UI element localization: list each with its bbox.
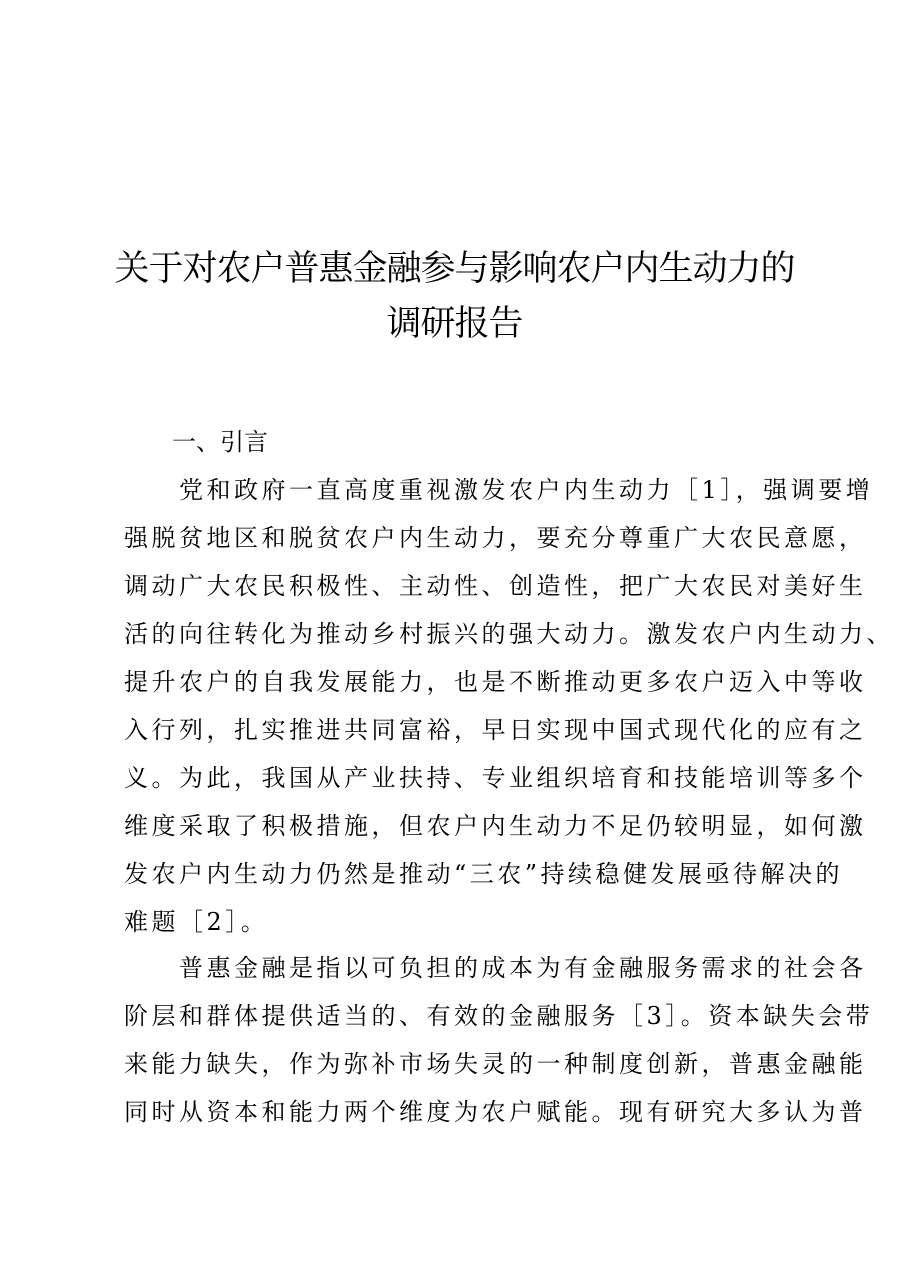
paragraph-line: 强脱贫地区和脱贫农户内生动力，要充分尊重广大农民意愿，	[124, 524, 867, 552]
document-title	[0, 242, 909, 352]
paragraph-line: 来能力缺失，作为弥补市场失灵的一种制度创新，普惠金融能	[124, 1050, 867, 1078]
paragraph-line: 阶层和群体提供适当的、有效的金融服务［3］。资本缺失会带	[124, 1002, 874, 1030]
section-heading: 一、引言	[172, 428, 268, 456]
paragraph-line: 普惠金融是指以可负担的成本为有金融服务需求的社会各	[124, 954, 867, 982]
paragraph-line: 党和政府一直高度重视激发农户内生动力［1］，强调要增	[124, 476, 874, 504]
paragraph-line: 难题［2］。	[124, 908, 269, 936]
paragraph-line: 活的向往转化为推动乡村振兴的强大动力。激发农户内生动力、	[124, 620, 894, 648]
paragraph-line: 提升农户的自我发展能力，也是不断推动更多农户迈入中等收	[124, 668, 867, 696]
paragraph-line: 义。为此，我国从产业扶持、专业组织培育和技能培训等多个	[124, 764, 867, 792]
paragraph-introduction-2	[124, 944, 874, 1136]
paragraph-line: 维度采取了积极措施，但农户内生动力不足仍较明显，如何激	[124, 812, 867, 840]
paragraph-line: 入行列，扎实推进共同富裕，早日实现中国式现代化的应有之	[124, 716, 867, 744]
paragraph-line: 调动广大农民积极性、主动性、创造性，把广大农民对美好生	[124, 572, 867, 600]
paragraph-line: 同时从资本和能力两个维度为农户赋能。现有研究大多认为普	[124, 1098, 867, 1126]
title-line: 调研报告	[386, 304, 523, 344]
paragraph-introduction-1	[124, 466, 894, 946]
title-line: 关于对农户普惠金融参与影响农户内生动力的	[114, 249, 795, 289]
paragraph-line: 发农户内生动力仍然是推动“三农”持续稳健发展亟待解决的	[124, 860, 844, 888]
